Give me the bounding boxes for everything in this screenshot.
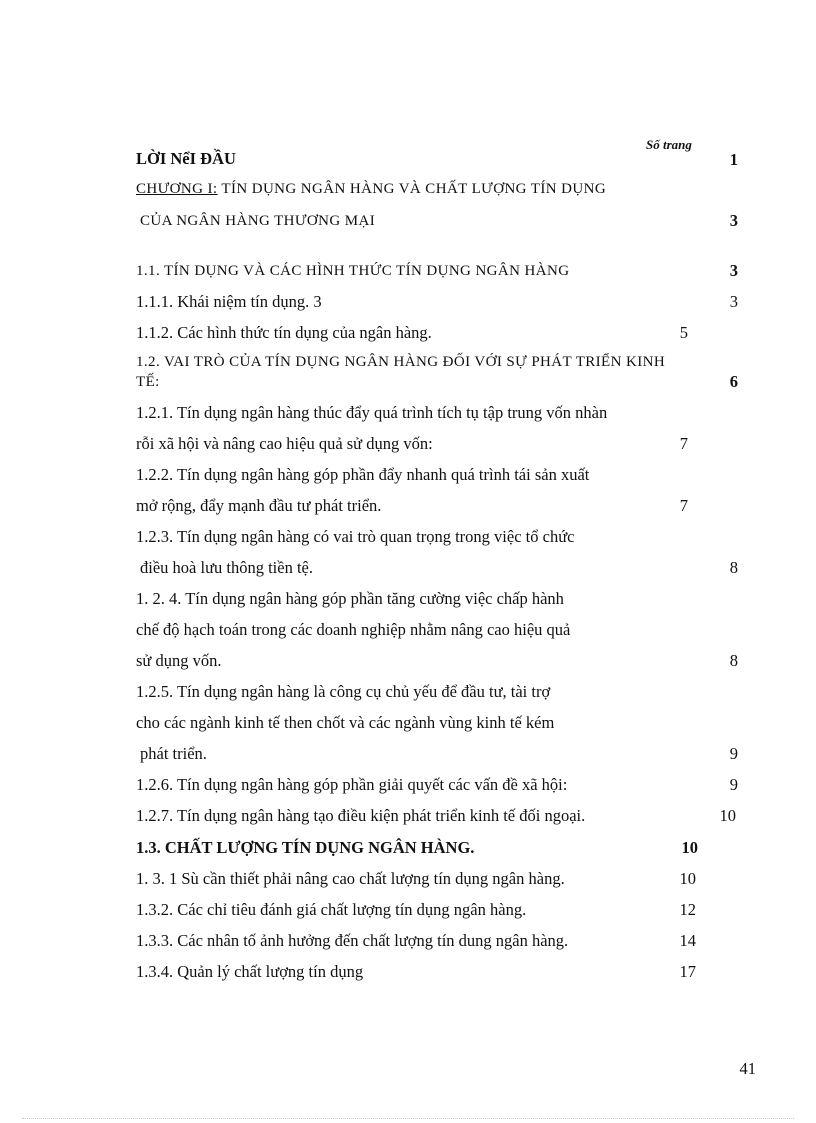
toc-entry-text: 1.2.3. Tín dụng ngân hàng có vai trò quan trọng trong việc tổ chức	[136, 527, 575, 546]
toc-page-number: 1	[729, 150, 738, 169]
toc-page-number: 3	[729, 261, 738, 280]
toc-entry-1-3-2	[136, 900, 740, 920]
toc-entry-text: 1.3. CHẤT LƯỢNG TÍN DỤNG NGÂN HÀNG.	[136, 838, 475, 857]
toc-entry-text: 1.3.2. Các chỉ tiêu đánh giá chất lượng tín dụng ngân hàng.	[136, 900, 527, 919]
toc-page-number: 6	[729, 372, 738, 391]
toc-page-number: 5	[679, 323, 688, 342]
toc-page-number: 10	[681, 838, 698, 857]
toc-page-number: 9	[729, 744, 738, 763]
toc-page-number: 10	[719, 806, 736, 825]
toc-entry-1-3	[136, 838, 740, 858]
toc-entry-text: 1.1.1. Khái niệm tín dụng. 3	[136, 292, 322, 311]
toc-entry-text: 1.1. TÍN DỤNG VÀ CÁC HÌNH THỨC TÍN DỤNG NGÂN HÀNG	[136, 263, 570, 279]
toc-entry-text: sử dụng vốn.	[136, 651, 222, 670]
toc-entry-text: mở rộng, đẩy mạnh đầu tư phát triển.	[136, 496, 382, 515]
toc-entry-text: 1.2.6. Tín dụng ngân hàng góp phần giải quyết các vấn đề xã hội:	[136, 775, 568, 794]
toc-page-number: 12	[679, 900, 696, 919]
toc-page-number: 17	[679, 962, 696, 981]
toc-page-number: 14	[679, 931, 696, 950]
toc-entry-text: TẾ:	[136, 374, 160, 390]
toc-entry-text: 1.3.4. Quản lý chất lượng tín dụng	[136, 962, 364, 981]
toc-entry-1-1	[136, 261, 740, 281]
toc-page-number: 10	[679, 869, 696, 888]
page-column-label: Số trang	[646, 137, 692, 152]
toc-entry-1-3-4	[136, 962, 740, 982]
page-bottom-rule	[22, 1118, 794, 1119]
toc-entry-text: 1. 3. 1 Sù cần thiết phải nâng cao chất lượng tín dụng ngân hàng.	[136, 869, 565, 888]
toc-entry-chapter-1-cont	[140, 211, 744, 231]
toc-entry-1-2	[136, 352, 740, 372]
toc-entry-text: 1. 2. 4. Tín dụng ngân hàng góp phần tăng cường việc chấp hành	[136, 589, 564, 608]
footer-page-number: 41	[739, 1059, 756, 1078]
toc-entry-1-2-5	[136, 682, 740, 702]
toc-entry-1-3-3	[136, 931, 740, 951]
toc-entry-text: 1.2.5. Tín dụng ngân hàng là công cụ chủ yếu để đầu tư, tài trợ	[136, 682, 551, 701]
toc-entry-text: TÍN DỤNG NGÂN HÀNG VÀ CHẤT LƯỢNG TÍN DỤNG	[217, 181, 607, 197]
toc-entry-1-2-2	[136, 465, 740, 485]
toc-entry-1-3-1	[136, 869, 740, 889]
toc-entry-1-2-4-cont2	[136, 651, 740, 671]
toc-entry-1-2-4-cont	[136, 620, 740, 640]
toc-page-number: 9	[729, 775, 738, 794]
toc-entry-text: 1.2.7. Tín dụng ngân hàng tạo điều kiện phát triển kinh tế đối ngoại.	[136, 806, 586, 825]
toc-entry-text: 1.1.2. Các hình thức tín dụng của ngân hàng.	[136, 323, 432, 342]
toc-entry-text: 1.2. VAI TRÒ CỦA TÍN DỤNG NGÂN HÀNG ĐỐI VỚI SỰ PHÁT TRIỂN KINH	[136, 354, 666, 370]
toc-entry-preface	[136, 149, 740, 169]
toc-entry-text: cho các ngành kinh tế then chốt và các ngành vùng kinh tế kém	[136, 713, 555, 732]
toc-entry-text: chế độ hạch toán trong các doanh nghiệp nhằm nâng cao hiệu quả	[136, 620, 571, 639]
toc-entry-text: CỦA NGÂN HÀNG THƯƠNG MẠI	[140, 213, 376, 229]
toc-entry-1-1-1	[136, 292, 740, 312]
toc-entry-1-2-6	[136, 775, 740, 795]
toc-entry-1-2-3	[136, 527, 740, 547]
toc-entry-chapter-1	[136, 179, 740, 199]
toc-entry-text: điều hoà lưu thông tiền tệ.	[140, 558, 313, 577]
toc-entry-1-2-7	[136, 806, 740, 826]
chapter-label: CHƯƠNG I:	[136, 181, 218, 197]
toc-entry-1-2-5-cont2	[140, 744, 744, 764]
toc-page-number: 8	[729, 651, 738, 670]
toc-entry-1-2-cont	[136, 372, 740, 392]
toc-page-number: 3	[729, 292, 738, 311]
toc-page-number: 7	[679, 496, 688, 515]
toc-page-number: 7	[679, 434, 688, 453]
toc-entry-text: 1.3.3. Các nhân tố ảnh hưởng đến chất lượng tín dung ngân hàng.	[136, 931, 569, 950]
toc-entry-text: 1.2.2. Tín dụng ngân hàng góp phần đẩy nhanh quá trình tái sản xuất	[136, 465, 590, 484]
toc-entry-1-2-1	[136, 403, 740, 423]
toc-entry-text: rỗi xã hội và nâng cao hiệu quả sử dụng vốn:	[136, 434, 433, 453]
toc-page-number: 3	[729, 211, 738, 230]
toc-entry-text: LỜI NểI ĐẦU	[136, 149, 236, 168]
toc-entry-text: 1.2.1. Tín dụng ngân hàng thúc đẩy quá trình tích tụ tập trung vốn nhàn	[136, 403, 608, 422]
toc-entry-1-2-3-cont	[140, 558, 744, 578]
toc-page-number: 8	[729, 558, 738, 577]
toc-entry-1-2-4	[136, 589, 740, 609]
toc-entry-1-2-5-cont	[136, 713, 740, 733]
toc-entry-text: phát triển.	[140, 744, 207, 763]
